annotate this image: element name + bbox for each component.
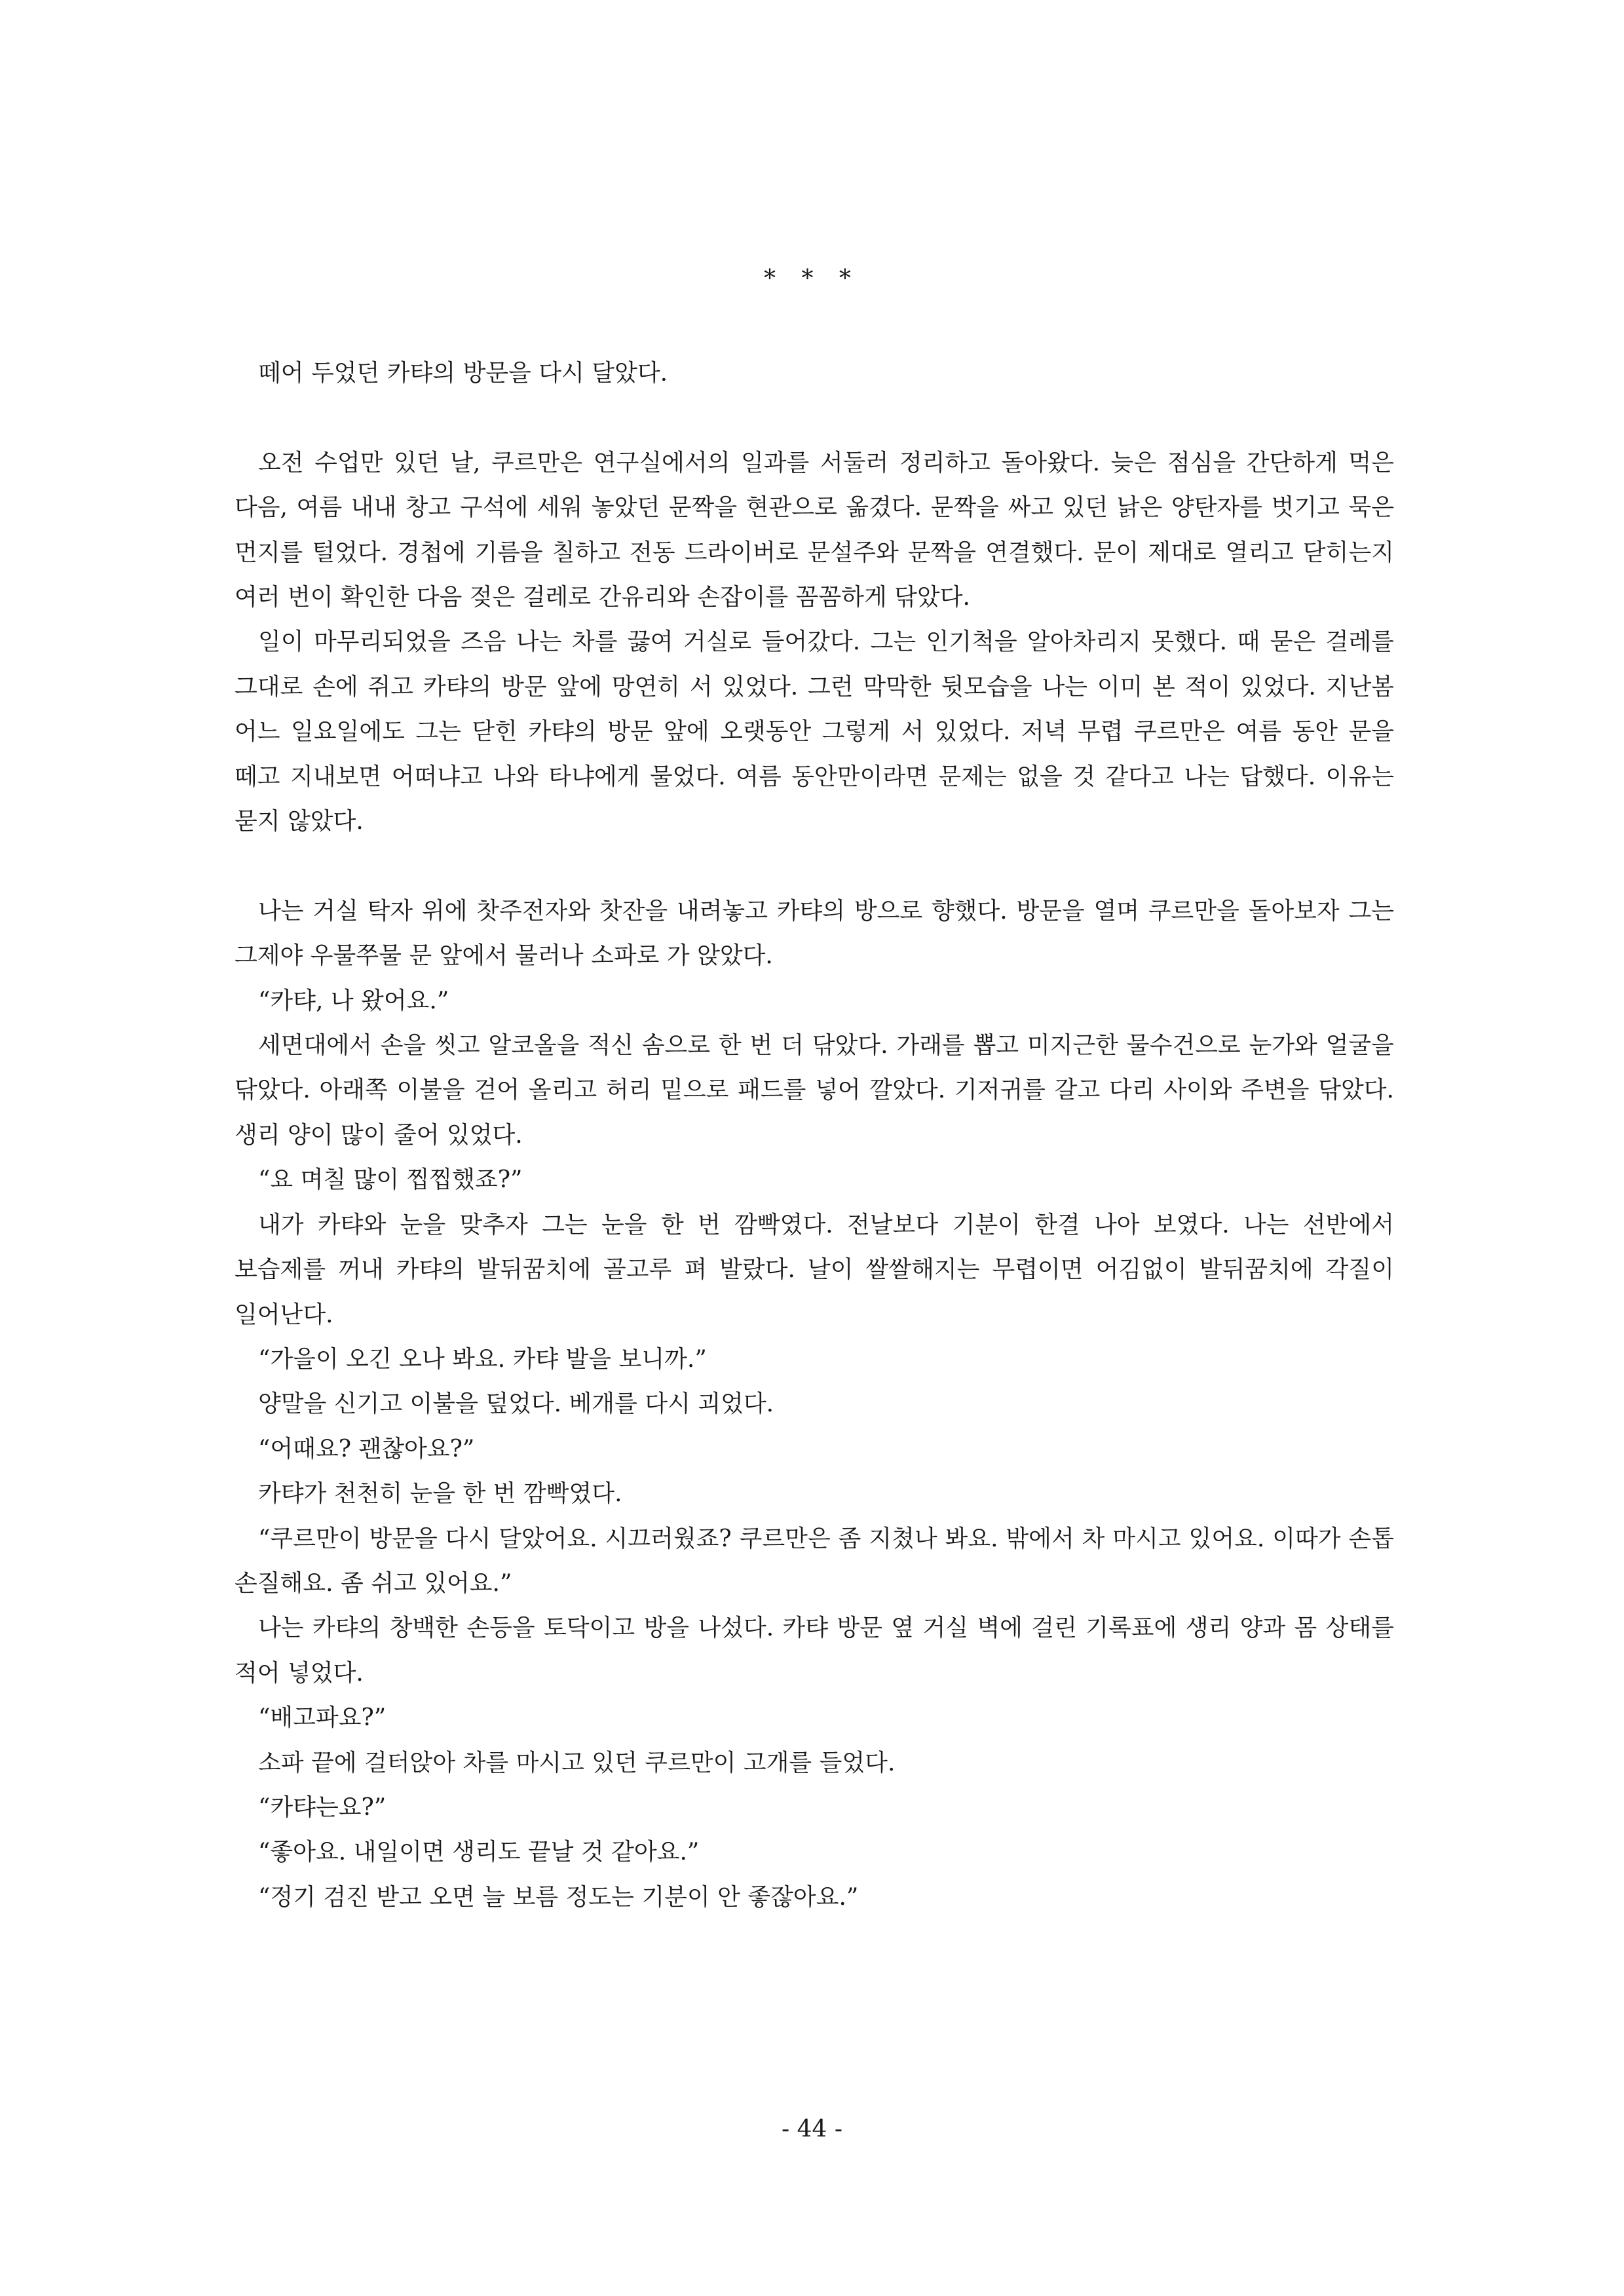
paragraph: 나는 카탸의 창백한 손등을 토닥이고 방을 나섰다. 카탸 방문 옆 거실 벽에 걸린 기록표에 생리 양과 몸 상태를 적어 넣었다. [235, 1615, 1394, 1687]
paragraph: 양말을 신기고 이불을 덮었다. 베개를 다시 괴었다. [258, 1390, 774, 1418]
dialogue-line: “카탸, 나 왔어요.” [258, 987, 449, 1014]
paragraph: 오전 수업만 있던 날, 쿠르만은 연구실에서의 일과를 서둘러 정리하고 돌아왔다. 늦은 점심을 간단하게 먹은 다음, 여름 내내 창고 구석에 세워 놓았던 문짝을 현관으로 옮겼다. 문짝을 싸고 있던 낡은 양탄자를 벗기고 묵은 먼지를 털었다. 경첩에 기름을 칠하고 전동 드라이버로 문설주와 문짝을 연결했다. 문이 제대로 열리고 닫히는지 여러 번이 확인한 다음 젖은 걸레로 간유리와 손잡이를 꼼꼼하게 닦았다. [235, 449, 1394, 611]
paragraph: 소파 끝에 걸터앉아 차를 마시고 있던 쿠르만이 고개를 들었다. [258, 1749, 896, 1776]
body-text [235, 351, 1394, 1920]
dialogue-line: “카탸는요?” [258, 1793, 387, 1821]
dialogue-line: “쿠르만이 방문을 다시 달았어요. 시끄러웠죠? 쿠르만은 좀 지쳤나 봐요. 밖에서 차 마시고 있어요. 이따가 손톱 손질해요. 좀 쉬고 있어요.” [235, 1525, 1394, 1597]
dialogue-line: “어때요? 괜찮아요?” [258, 1435, 475, 1463]
page-number: - 44 - [781, 2116, 843, 2143]
dialogue-line: “정기 검진 받고 오면 늘 보름 정도는 기분이 안 좋잖아요.” [258, 1883, 859, 1911]
paragraph: 떼어 두었던 카탸의 방문을 다시 달았다. [258, 360, 668, 387]
dialogue-line: “요 며칠 많이 찝찝했죠?” [258, 1166, 523, 1194]
paragraph: 나는 거실 탁자 위에 찻주전자와 찻잔을 내려놓고 카탸의 방으로 향했다. 방문을 열며 쿠르만을 돌아보자 그는 그제야 우물쭈물 문 앞에서 물러나 소파로 가 앉았다. [235, 897, 1394, 970]
paragraph: 세면대에서 손을 씻고 알코올을 적신 솜으로 한 번 더 닦았다. 가래를 뽑고 미지근한 물수건으로 눈가와 얼굴을 닦았다. 아래쪽 이불을 걷어 올리고 허리 밑으로 패드를 넣어 깔았다. 기저귀를 갈고 다리 사이와 주변을 닦았다. 생리 양이 많이 줄어 있었다. [235, 1032, 1394, 1149]
paragraph: 일이 마무리되었을 즈음 나는 차를 끓여 거실로 들어갔다. 그는 인기척을 알아차리지 못했다. 때 묻은 걸레를 그대로 손에 쥐고 카탸의 방문 앞에 망연히 서 있었다. 그런 막막한 뒷모습을 나는 이미 본 적이 있었다. 지난봄 어느 일요일에도 그는 닫힌 카탸의 방문 앞에 오랫동안 그렇게 서 있었다. 저녁 무렵 쿠르만은 여름 동안 문을 떼고 지내보면 어떠냐고 나와 타냐에게 물었다. 여름 동안만이라면 문제는 없을 것 같다고 나는 답했다. 이유는 묻지 않았다. [235, 628, 1394, 835]
dialogue-line: “좋아요. 내일이면 생리도 끝날 것 같아요.” [258, 1839, 700, 1866]
section-divider: * * * [764, 265, 860, 292]
dialogue-line: “가을이 오긴 오나 봐요. 카탸 발을 보니까.” [258, 1345, 707, 1373]
paragraph: 내가 카탸와 눈을 맞추자 그는 눈을 한 번 깜빡였다. 전날보다 기분이 한결 나아 보였다. 나는 선반에서 보습제를 꺼내 카탸의 발뒤꿈치에 골고루 펴 발랐다. 날이 쌀쌀해지는 무렵이면 어김없이 발뒤꿈치에 각질이 일어난다. [235, 1211, 1394, 1328]
dialogue-line: “배고파요?” [258, 1704, 387, 1732]
paragraph: 카탸가 천천히 눈을 한 번 깜빡였다. [258, 1480, 622, 1508]
